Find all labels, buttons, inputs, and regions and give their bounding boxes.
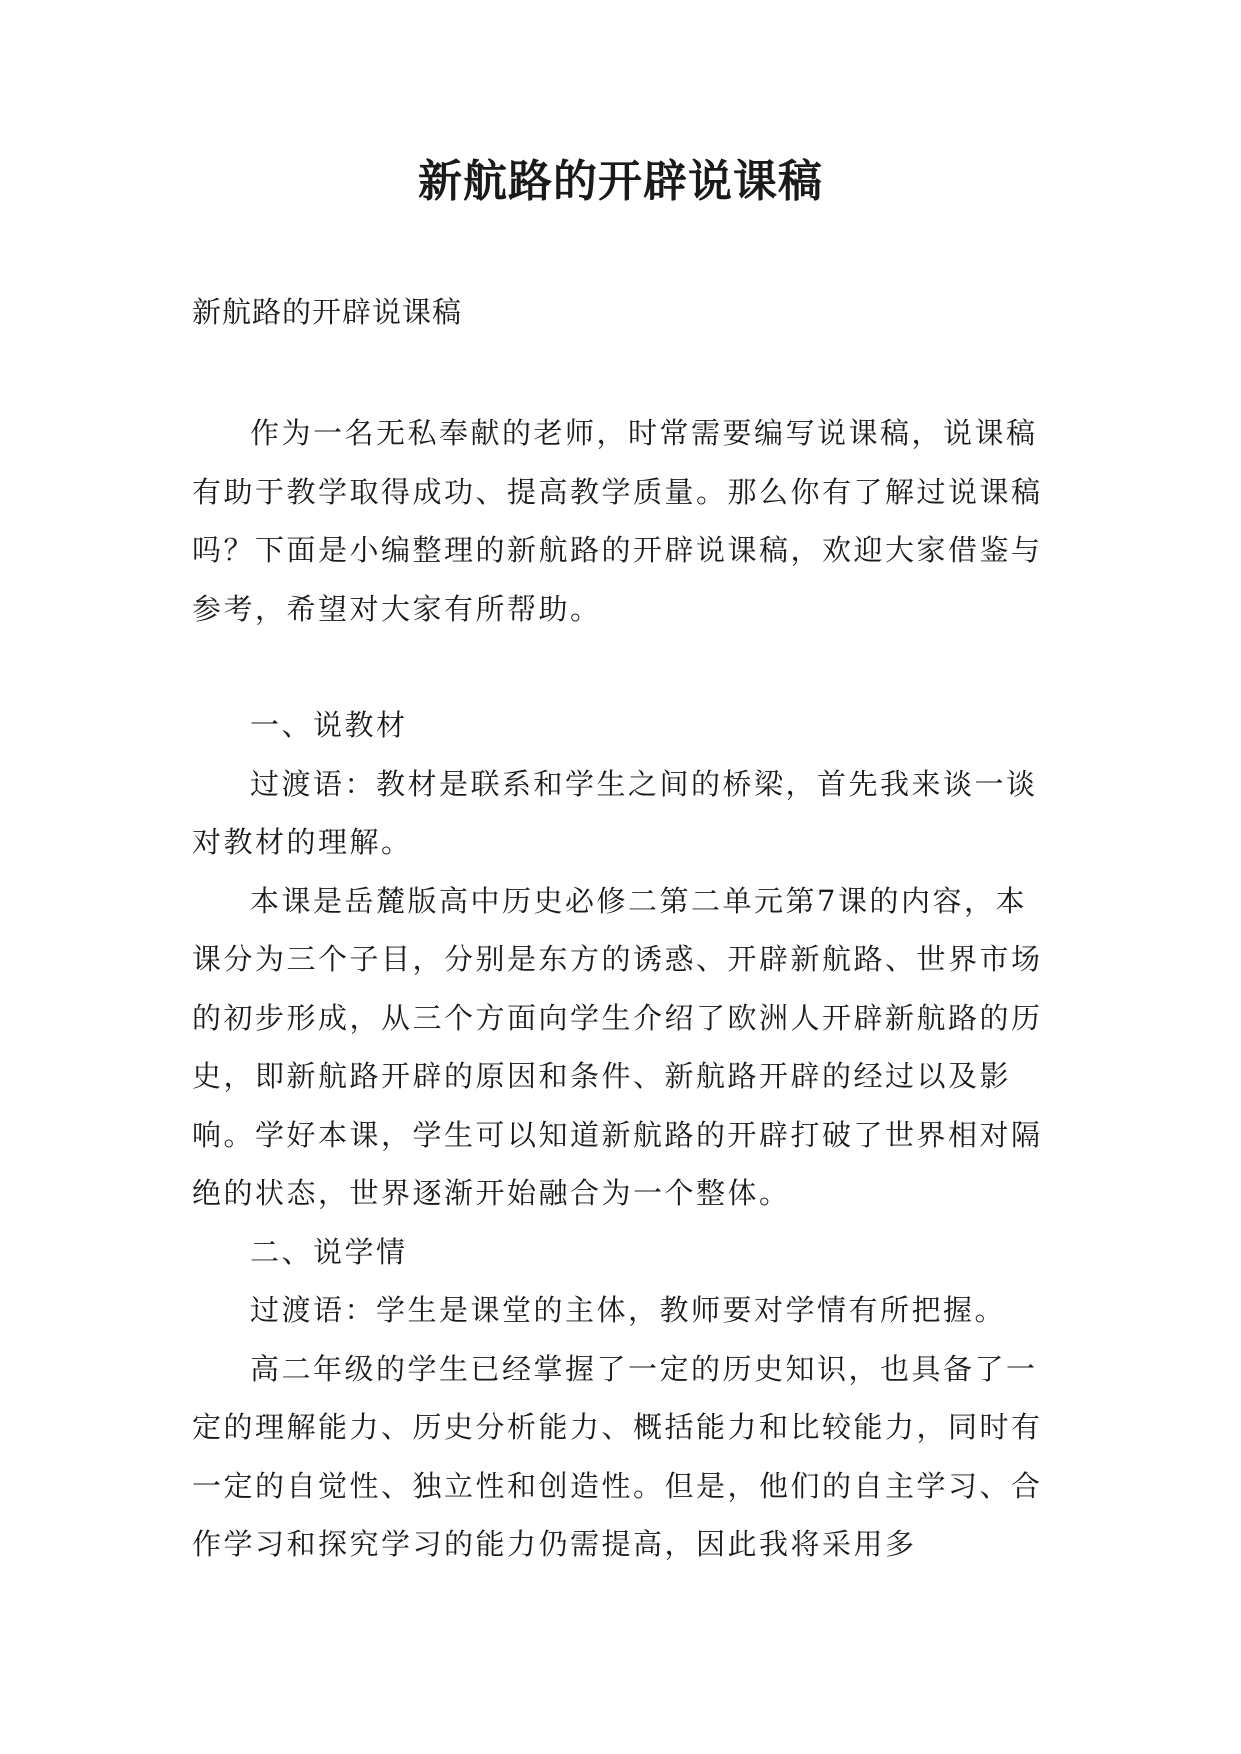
document-title: 新航路的开辟说课稿 — [418, 156, 823, 207]
document-subtitle: 新航路的开辟说课稿 — [192, 295, 463, 329]
transition-paragraph-textbook: 过渡语：教材是联系和学生之间的桥梁，首先我来谈一谈对教材的理解。 — [192, 766, 1038, 859]
section-heading-textbook: 一、说教材 — [250, 708, 408, 742]
textbook-paragraph: 本课是岳麓版高中历史必修二第二单元第7课的内容，本课分为三个子目，分别是东方的诱惑、开辟新航路、世界市场的初步形成，从三个方面向学生介绍了欧洲人开辟新航路的历史，即新航路开辟的原因和条件、新航路开辟的经过以及影响。学好本课，学生可以知道新航路的开辟打破了世界相对隔绝的状态，世界逐渐开始融合为一个整体。 — [192, 883, 1043, 1210]
document-body — [192, 404, 1056, 1574]
students-paragraph: 高二年级的学生已经掌握了一定的历史知识，也具备了一定的理解能力、历史分析能力、概括能力和比较能力，同时有一定的自觉性、独立性和创造性。但是，他们的自主学习、合作学习和探究学习的能力仍需提高，因此我将采用多 — [192, 1351, 1043, 1561]
section-heading-students: 二、说学情 — [250, 1234, 408, 1269]
transition-paragraph-students: 过渡语：学生是课堂的主体，教师要对学情有所把握。 — [250, 1293, 1007, 1327]
intro-paragraph: 作为一名无私奉献的老师，时常需要编写说课稿，说课稿有助于教学取得成功、提高教学质量。那么你有了解过说课稿吗？下面是小编整理的新航路的开辟说课稿，欢迎大家借鉴与参考，希望对大家有所帮助。 — [192, 416, 1043, 626]
